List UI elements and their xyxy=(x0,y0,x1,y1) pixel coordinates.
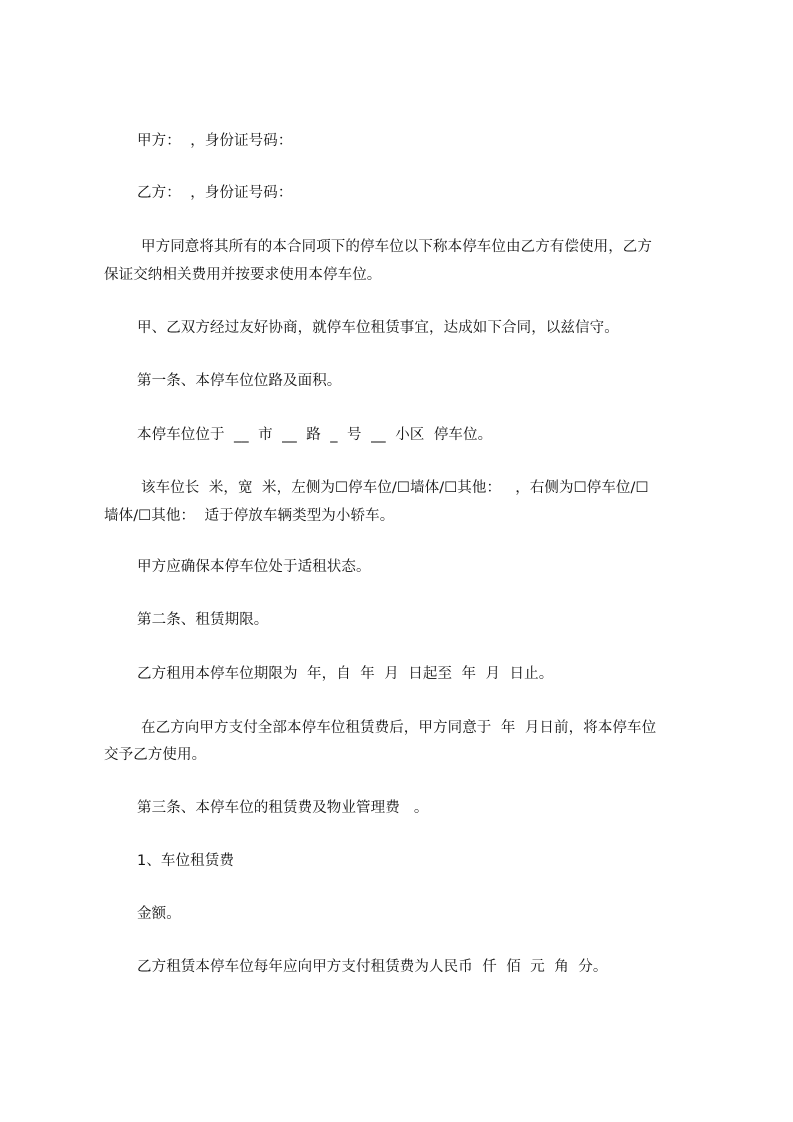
article-3-title: 第三条、本停车位的租赁费及物业管理费 。 xyxy=(137,800,429,816)
payment-line: 乙方租赁本停车位每年应向甲方支付租赁费为人民币 仟 佰 元 角 分。 xyxy=(137,959,608,975)
intro-line-1: 甲方同意将其所有的本合同项下的停车位以下称本停车位由乙方有偿使用，乙方 xyxy=(141,239,652,255)
party-a-line: 甲方： ，身份证号码： xyxy=(137,133,293,149)
item-1-heading: 1、车位租赁费 xyxy=(137,853,234,869)
term-line: 乙方租用本停车位期限为 年，自 年 月 日起至 年 月 日止。 xyxy=(137,666,554,682)
intro-line-2: 保证交纳相关费用并按要求使用本停车位。 xyxy=(104,267,382,283)
size-line-1: 该车位长 米，宽 米，左侧为☐停车位/☐墙体/☐其他： ，右侧为☐停车位/☐ xyxy=(141,480,649,496)
delivery-line-2: 交予乙方使用。 xyxy=(104,747,207,763)
location-line: 本停车位位于 __ 市 __ 路 _ 号 __ 小区 停车位。 xyxy=(137,427,493,443)
size-line-2: 墙体/☐其他： 适于停放车辆类型为小轿车。 xyxy=(104,508,395,524)
article-1-title: 第一条、本停车位位路及面积。 xyxy=(137,373,342,389)
party-b-line: 乙方： ，身份证号码： xyxy=(137,185,293,201)
delivery-line-1: 在乙方向甲方支付全部本停车位租赁费后，甲方同意于 年 月日前，将本停车位 xyxy=(141,720,657,736)
amount-line: 金额。 xyxy=(137,906,181,922)
agreement-line: 甲、乙双方经过友好协商，就停车位租赁事宜，达成如下合同，以兹信守。 xyxy=(137,320,619,336)
article-2-title: 第二条、租赁期限。 xyxy=(137,612,269,628)
condition-line: 甲方应确保本停车位处于适租状态。 xyxy=(137,559,371,575)
